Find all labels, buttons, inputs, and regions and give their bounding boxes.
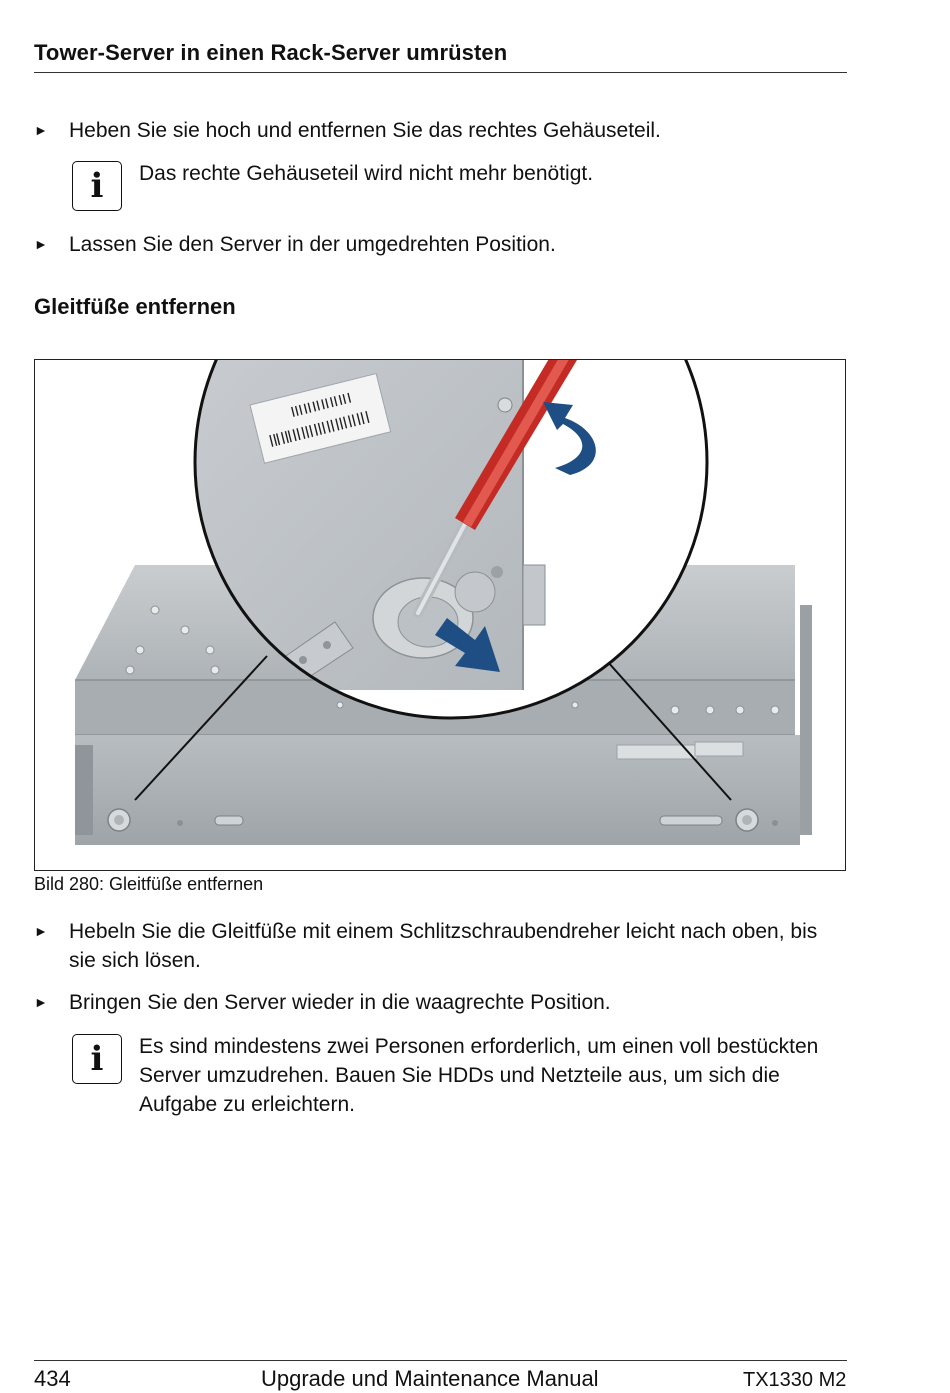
- figure-caption: Bild 280: Gleitfüße entfernen: [34, 874, 264, 894]
- page-number: 434: [34, 1366, 71, 1391]
- info-note: [72, 1032, 847, 1119]
- section-title: Gleitfüße entfernen: [34, 294, 236, 319]
- step-item: [34, 917, 834, 975]
- bullet-arrow-icon: ►: [34, 122, 48, 138]
- info-icon: i: [72, 161, 122, 211]
- step-text: Lassen Sie den Server in der umgedrehten Position.: [69, 233, 556, 256]
- step-item: [34, 230, 834, 259]
- glide-foot-right: [736, 809, 758, 831]
- figure-photo: [34, 359, 846, 871]
- server-illustration: [35, 360, 845, 870]
- page-header-title: Tower-Server in einen Rack-Server umrüsten: [34, 40, 508, 65]
- bullet-arrow-icon: ►: [34, 994, 48, 1010]
- info-note: [72, 159, 847, 211]
- step-item: [34, 988, 834, 1017]
- bullet-arrow-icon: ►: [34, 923, 48, 939]
- step-text: Hebeln Sie die Gleitfüße mit einem Schlitzschraubendreher leicht nach oben, bis sie sich lösen.: [69, 920, 818, 972]
- footer-rule: [34, 1360, 847, 1361]
- step-item: [34, 116, 834, 145]
- footer-model: TX1330 M2: [743, 1369, 847, 1391]
- glide-foot-left: [108, 809, 130, 831]
- footer-manual-title: Upgrade und Maintenance Manual: [261, 1366, 599, 1391]
- bullet-arrow-icon: ►: [34, 236, 48, 252]
- info-icon: i: [72, 1034, 122, 1084]
- note-text: Das rechte Gehäuseteil wird nicht mehr benötigt.: [139, 162, 594, 185]
- step-text: Bringen Sie den Server wieder in die waagrechte Position.: [69, 991, 611, 1014]
- step-text: Heben Sie sie hoch und entfernen Sie das rechtes Gehäuseteil.: [69, 119, 661, 142]
- note-text: Es sind mindestens zwei Personen erforderlich, um einen voll bestückten Server umzudrehen. Bauen Sie HDDs und Netzteile aus, um sich die Aufgabe zu erleichtern.: [139, 1035, 819, 1116]
- header-rule: [34, 72, 847, 73]
